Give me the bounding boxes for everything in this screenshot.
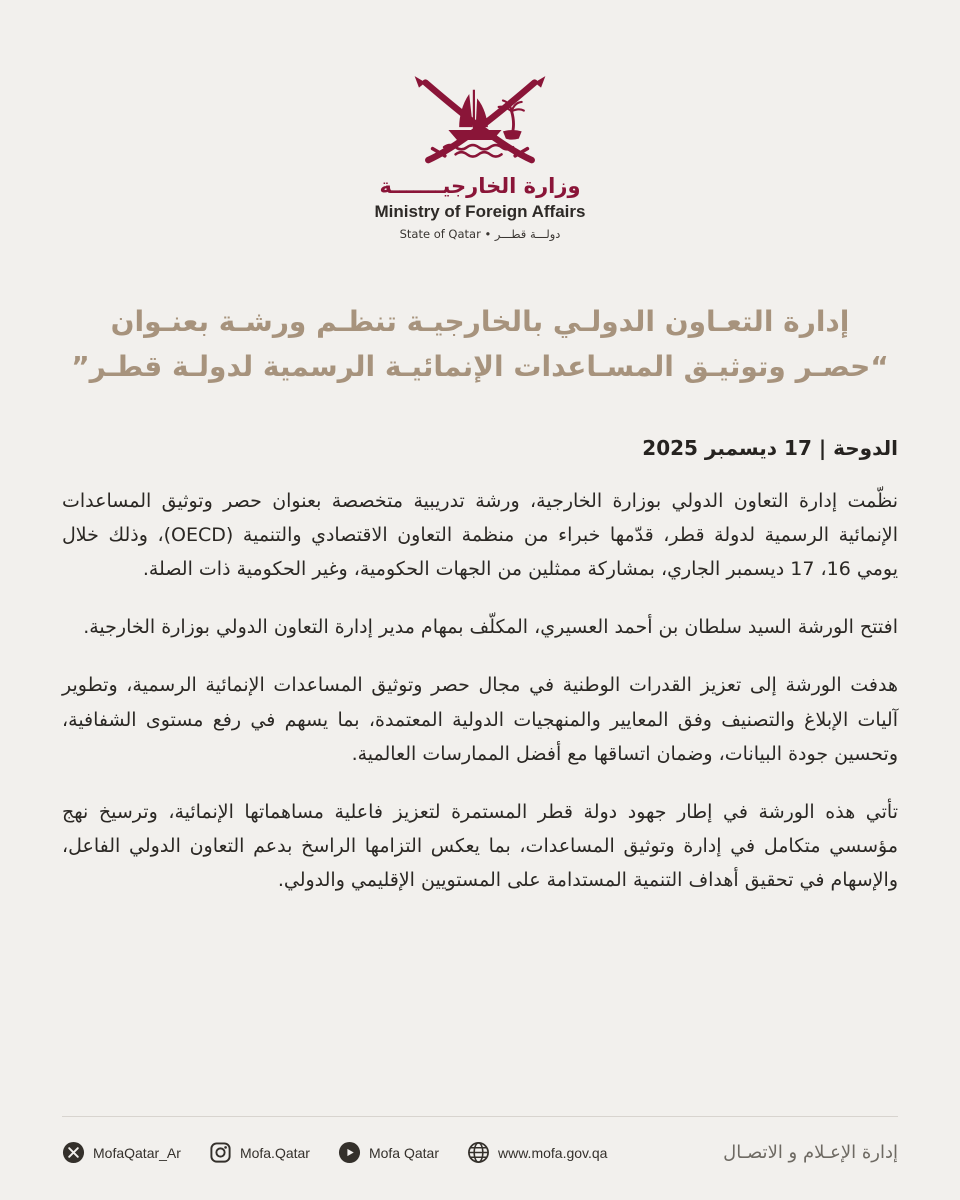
body-paragraph: هدفت الورشة إلى تعزيز القدرات الوطنية في مجال حصر وتوثيق المساعدات الإنمائية الرسمية، وتطوير آليات الإبلاغ والتصنيف وفق المعايير والمنهجيات الدولية المعتمدة، بما يسهم في رفع مستوى الشفافية، وتحسين جودة البيانات، وضمان اتساقها مع أفضل الممارسات العالمية. [62, 674, 898, 765]
social-handle: Mofa.Qatar [239, 1144, 310, 1161]
press-release-title: إدارة التعـاون الدولـي بالخارجيـة تنظـم ورشـة بعنـوان “حصـر وتوثيـق المسـاعدات الإنمائيـة الرسمية لدولـة قطـر” [71, 305, 889, 384]
department-label: إدارة الإعـلام و الاتصـال [723, 1142, 898, 1163]
footer [62, 1116, 898, 1164]
social-handle: www.mofa.gov.qa [498, 1144, 608, 1161]
social-link-x[interactable] [62, 1141, 181, 1164]
logo-state-line: دولـــة قطـــر • State of Qatar [399, 227, 561, 241]
social-link-youtube[interactable] [338, 1141, 439, 1164]
body-paragraph: تأتي هذه الورشة في إطار جهود دولة قطر المستمرة لتعزيز فاعلية مساهماتها الإنمائية، وترسيخ نهج مؤسسي متكامل في إدارة وتوثيق المساعدات، بما يعكس التزامها الراسخ بدعم التعاون الدولي الفاعل، والإسهام في تحقيق أهداف التنمية المستدامة على المستويين الإقليمي والدولي. [62, 801, 898, 892]
globe-icon [467, 1141, 490, 1164]
dateline: الدوحة | 17 ديسمبر 2025 [642, 435, 898, 460]
footer-divider [62, 1116, 898, 1117]
youtube-icon [338, 1141, 361, 1164]
body-paragraph: افتتح الورشة السيد سلطان بن أحمد العسيري، المكلّف بمهام مدير إدارة التعاون الدولي بوزارة الخارجية. [83, 616, 898, 639]
social-handle: Mofa Qatar [368, 1144, 439, 1161]
social-handle: MofaQatar_Ar [93, 1144, 181, 1161]
mofa-emblem-icon [401, 58, 559, 166]
body-paragraph: نظّمت إدارة التعاون الدولي بوزارة الخارجية، ورشة تدريبية متخصصة بعنوان حصر وتوثيق المساعدات الإنمائية الرسمية لدولة قطر، قدّمها خبراء من منظمة التعاون الاقتصادي والتنمية (OECD)، وذلك خلال يومي 16، 17 ديسمبر الجاري، بمشاركة ممثلين من الجهات الحكومية، وغير الحكومية ذات الصلة. [62, 489, 898, 581]
website-link[interactable] [467, 1141, 607, 1164]
mofa-logo [62, 58, 898, 241]
instagram-icon [209, 1141, 232, 1164]
press-release-body [62, 460, 898, 898]
x-icon [62, 1141, 85, 1164]
logo-ministry-arabic: وزارة الخارجيـــــــة [379, 174, 581, 198]
logo-ministry-english: Ministry of Foreign Affairs [374, 202, 586, 221]
social-links [62, 1141, 607, 1164]
social-link-instagram[interactable] [209, 1141, 310, 1164]
